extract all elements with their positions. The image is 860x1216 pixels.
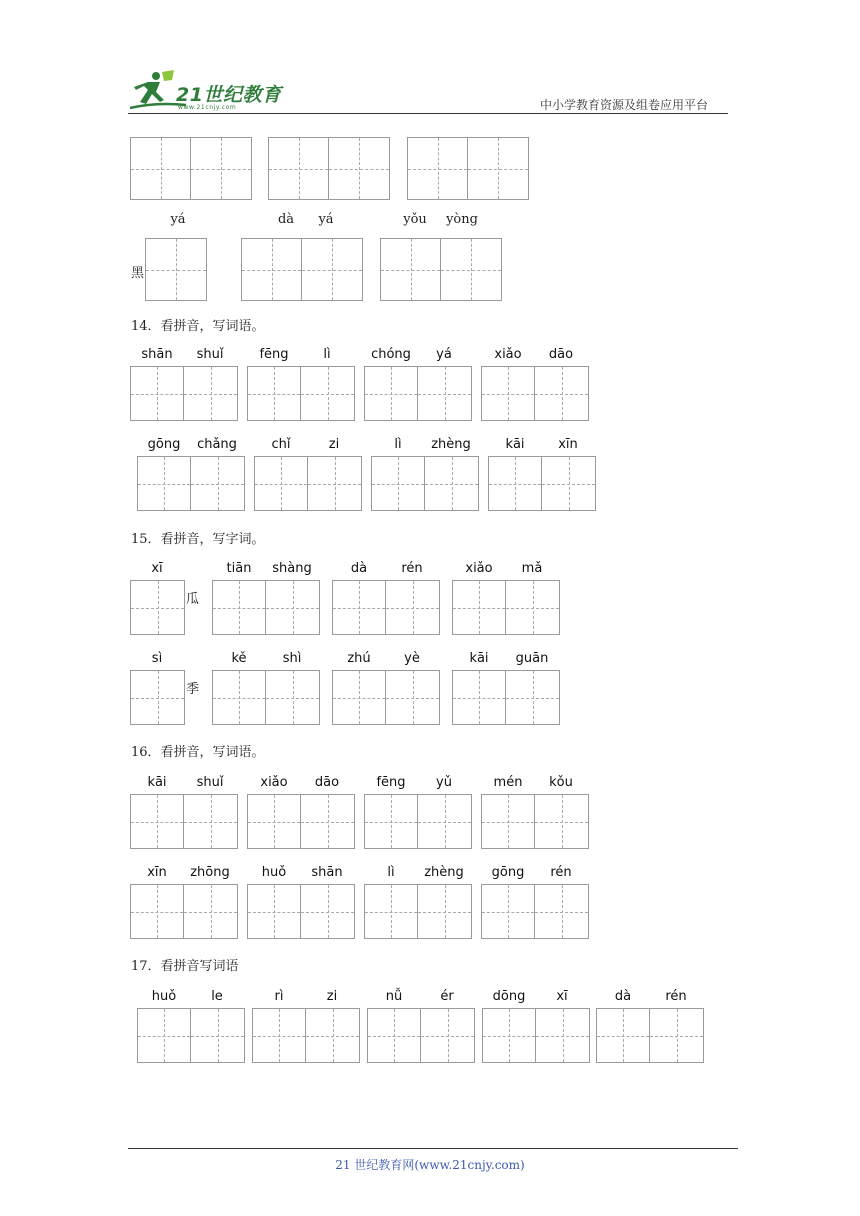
- pinyin-label: dāo: [548, 347, 574, 362]
- writing-grid[interactable]: [137, 456, 245, 511]
- pinyin-label: sì: [151, 651, 163, 666]
- pinyin-label: kāi: [469, 651, 489, 666]
- given-character: 黑: [131, 266, 145, 281]
- pinyin-label: yǒu: [403, 212, 427, 227]
- pinyin-label: xīn: [147, 865, 167, 880]
- writing-grid[interactable]: [482, 1008, 590, 1063]
- writing-grid[interactable]: [130, 884, 238, 939]
- pinyin-label: dà: [350, 561, 368, 576]
- pinyin-label: yá: [170, 212, 186, 227]
- writing-grid[interactable]: [481, 794, 589, 849]
- writing-grid[interactable]: [268, 137, 390, 200]
- pinyin-label: guān: [515, 651, 549, 666]
- platform-title: 中小学教育资源及组卷应用平台: [540, 98, 709, 112]
- pinyin-label: rén: [665, 989, 687, 1004]
- pinyin-label: dà: [614, 989, 632, 1004]
- pinyin-label: xīn: [558, 437, 578, 452]
- pinyin-label: tiān: [226, 561, 252, 576]
- pinyin-label: nǚ: [385, 989, 403, 1004]
- footer-link[interactable]: 21 世纪教育网(www.21cnjy.com): [335, 1158, 525, 1172]
- question-17-title: 17．看拼音写词语: [131, 959, 239, 974]
- pinyin-label: ér: [440, 989, 454, 1004]
- given-character: 瓜: [186, 592, 200, 607]
- pinyin-label: shàng: [272, 561, 312, 576]
- pinyin-label: zi: [326, 989, 338, 1004]
- logo-text: 21世纪教育: [176, 84, 282, 106]
- pinyin-label: kǒu: [549, 775, 573, 790]
- pinyin-label: mǎ: [521, 561, 543, 576]
- pinyin-label: yè: [404, 651, 420, 666]
- writing-grid[interactable]: [212, 580, 320, 635]
- pinyin-label: rì: [274, 989, 284, 1004]
- writing-grid[interactable]: [145, 238, 207, 301]
- pinyin-label: zhèng: [424, 865, 464, 880]
- pinyin-label: huǒ: [261, 865, 287, 880]
- writing-grid[interactable]: [252, 1008, 360, 1063]
- writing-grid[interactable]: [407, 137, 529, 200]
- pinyin-label: kě: [231, 651, 247, 666]
- pinyin-label: chóng: [371, 347, 411, 362]
- writing-grid[interactable]: [241, 238, 363, 301]
- question-14-title: 14．看拼音，写词语。: [131, 319, 265, 334]
- writing-grid[interactable]: [364, 366, 472, 421]
- writing-grid[interactable]: [488, 456, 596, 511]
- pinyin-label: xiǎo: [494, 347, 522, 362]
- pinyin-label: kāi: [147, 775, 167, 790]
- writing-grid[interactable]: [247, 884, 355, 939]
- pinyin-label: yòng: [446, 212, 478, 227]
- pinyin-label: gōng: [491, 865, 525, 880]
- writing-grid[interactable]: [452, 580, 560, 635]
- pinyin-label: kāi: [505, 437, 525, 452]
- pinyin-label: shuǐ: [196, 347, 224, 362]
- pinyin-label: zhèng: [431, 437, 471, 452]
- pinyin-label: dāo: [314, 775, 340, 790]
- pinyin-label: dōng: [492, 989, 526, 1004]
- pinyin-label: lì: [394, 437, 402, 452]
- pinyin-label: lì: [323, 347, 331, 362]
- writing-grid[interactable]: [247, 794, 355, 849]
- pinyin-label: xiǎo: [465, 561, 493, 576]
- writing-grid[interactable]: [364, 794, 472, 849]
- given-character: 季: [186, 682, 200, 697]
- pinyin-label: rén: [401, 561, 423, 576]
- pinyin-label: lì: [387, 865, 395, 880]
- pinyin-label: xī: [556, 989, 568, 1004]
- writing-grid[interactable]: [247, 366, 355, 421]
- pinyin-label: mén: [493, 775, 523, 790]
- pinyin-label: chǎng: [197, 437, 237, 452]
- writing-grid[interactable]: [212, 670, 320, 725]
- pinyin-label: rén: [550, 865, 572, 880]
- writing-grid[interactable]: [332, 580, 440, 635]
- writing-grid[interactable]: [452, 670, 560, 725]
- writing-grid[interactable]: [332, 670, 440, 725]
- writing-grid[interactable]: [130, 580, 185, 635]
- footer-divider: [128, 1148, 738, 1149]
- pinyin-label: yǔ: [436, 775, 452, 790]
- pinyin-label: xī: [151, 561, 163, 576]
- pinyin-label: shuǐ: [196, 775, 224, 790]
- writing-grid[interactable]: [596, 1008, 704, 1063]
- pinyin-label: shì: [282, 651, 302, 666]
- writing-grid[interactable]: [130, 794, 238, 849]
- pinyin-label: huǒ: [151, 989, 177, 1004]
- pinyin-label: yá: [436, 347, 452, 362]
- pinyin-label: shān: [311, 865, 343, 880]
- pinyin-label: zhōng: [190, 865, 230, 880]
- pinyin-label: shān: [141, 347, 173, 362]
- pinyin-label: yá: [318, 212, 334, 227]
- logo-url: www.21cnjy.com: [178, 104, 237, 111]
- pinyin-label: fēng: [259, 347, 289, 362]
- writing-grid[interactable]: [254, 456, 362, 511]
- pinyin-label: xiǎo: [260, 775, 288, 790]
- question-15-title: 15．看拼音，写字词。: [131, 532, 265, 547]
- pinyin-label: fēng: [376, 775, 406, 790]
- writing-grid[interactable]: [371, 456, 479, 511]
- writing-grid[interactable]: [130, 366, 238, 421]
- pinyin-label: dà: [277, 212, 295, 227]
- writing-grid[interactable]: [130, 670, 185, 725]
- pinyin-label: chǐ: [271, 437, 291, 452]
- pinyin-label: le: [211, 989, 223, 1004]
- pinyin-label: zi: [328, 437, 340, 452]
- pinyin-label: zhú: [347, 651, 371, 666]
- writing-grid[interactable]: [481, 884, 589, 939]
- writing-grid[interactable]: [137, 1008, 245, 1063]
- question-16-title: 16．看拼音，写词语。: [131, 745, 265, 760]
- header-divider: [128, 113, 728, 114]
- writing-grid[interactable]: [364, 884, 472, 939]
- writing-grid[interactable]: [367, 1008, 475, 1063]
- writing-grid[interactable]: [130, 137, 252, 200]
- writing-grid[interactable]: [380, 238, 502, 301]
- writing-grid[interactable]: [481, 366, 589, 421]
- pinyin-label: gōng: [147, 437, 181, 452]
